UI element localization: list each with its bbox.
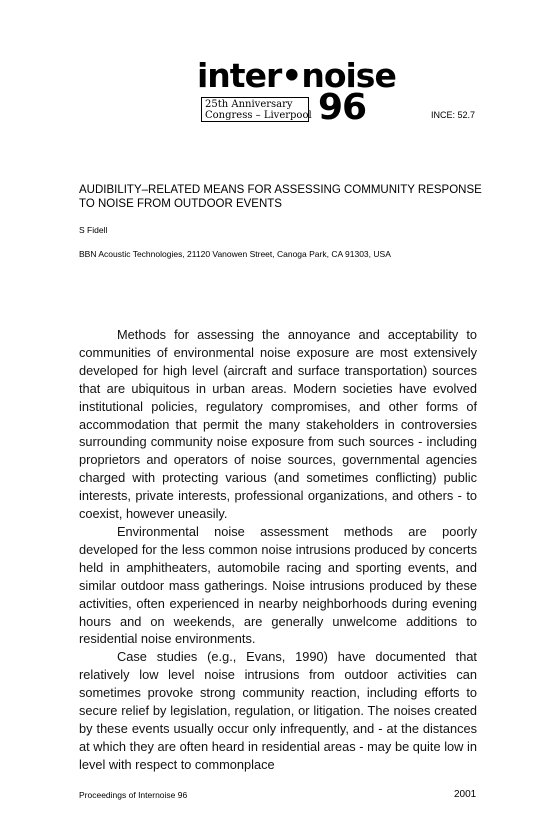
logo-year: 96: [318, 87, 367, 128]
logo-box-line-2: Congress – Liverpool: [205, 110, 312, 121]
body-text: [79, 326, 477, 774]
paragraph: Environmental noise assessment methods are poorly developed for the less common noise intrusions produced by concerts held in amphitheaters, automobile racing and sporting events, and similar outdoor mass gatherings. Noise intrusions produced by these activities, often experienced in nearby neighborhoods during evening hours and on weekends, are generally unwelcome additions to residential noise environments.: [79, 523, 477, 647]
logo-wordmark: inter•noise: [197, 56, 396, 95]
paragraph: Case studies (e.g., Evans, 1990) have documented that relatively low level noise intrusions from outdoor activities can sometimes provoke strong community reaction, including efforts to secure relief by legislation, regulation, or litigation. The noises created by these events usually occur only infrequently, and - at the distances at which they are often heard in residential areas - may be quite low in level with respect to commonplace: [79, 649, 477, 772]
logo-anniversary-box: [201, 97, 312, 122]
footer-proceedings: Proceedings of Internoise 96: [79, 790, 188, 800]
paper-title: AUDIBILITY–RELATED MEANS FOR ASSESSING COMMUNITY RESPONSE TO NOISE FROM OUTDOOR EVENTS: [79, 184, 482, 210]
logo-box-line-1: 25th Anniversary: [205, 99, 293, 110]
author: S Fidell: [79, 225, 108, 235]
page-number: 2001: [454, 789, 477, 800]
affiliation: BBN Acoustic Technologies, 21120 Vanowen Street, Canoga Park, CA 91303, USA: [79, 249, 391, 259]
ince-code: INCE: 52.7: [431, 110, 476, 120]
paragraph: Methods for assessing the annoyance and acceptability to communities of environmental noise exposure are most extensively developed for high level (aircraft and surface transportation) sources that are ubiquitous in urban areas. Modern societies have evolved institutional policies, regulatory compromises, and other forms of accommodation that permit the many stakeholders in controversies surrounding community noise exposure from such sources - including proprietors and operators of noise sources, governmental agencies charged with protecting various (and sometimes conflicting) public interests, private interests, professional organizations, and others - to coexist, however uneasily.: [79, 327, 477, 522]
